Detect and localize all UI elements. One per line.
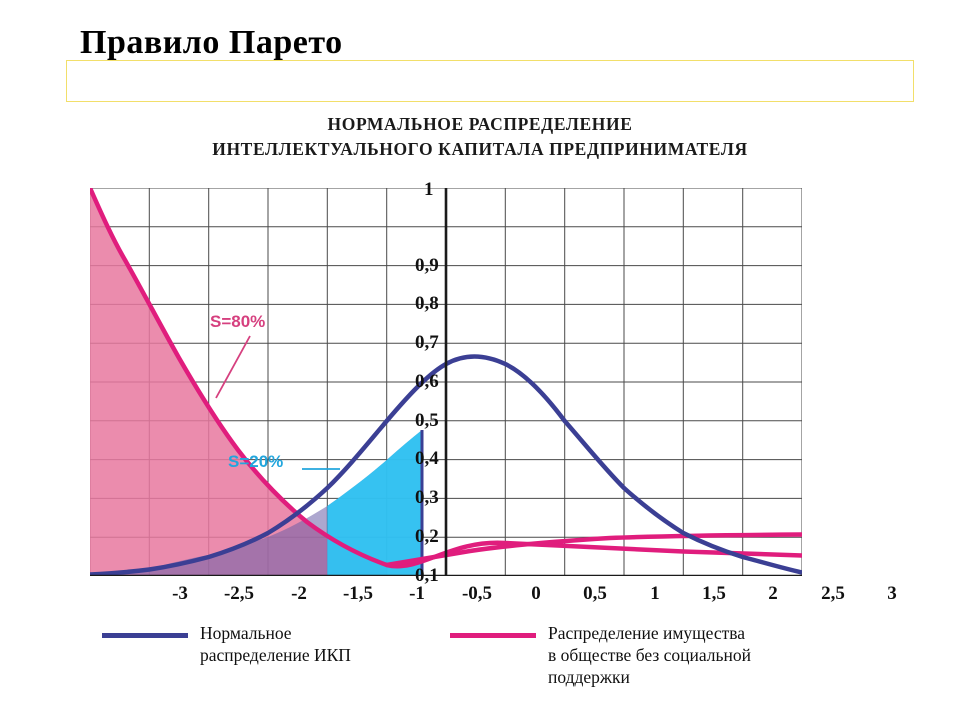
title-underline-box <box>66 60 914 102</box>
legend-label-property-line-2: в обществе без социальной <box>548 645 751 665</box>
x-tick--2-5: -2,5 <box>223 583 255 604</box>
x-tick-2: 2 <box>768 583 778 604</box>
x-tick-3: 3 <box>887 583 897 604</box>
legend-item-normal <box>102 622 351 666</box>
y-tick-0-3: 0,3 <box>415 487 439 508</box>
legend-swatch-normal <box>102 633 188 638</box>
chart-legend <box>90 622 890 702</box>
x-tick-0: 0 <box>531 583 541 604</box>
x-tick-1-5: 1,5 <box>702 583 726 604</box>
x-tick-1: 1 <box>650 583 660 604</box>
chart-svg <box>90 188 802 576</box>
chart-title-line-2: ИНТЕЛЛЕКТУАЛЬНОГО КАПИТАЛА ПРЕДПРИНИМАТЕЛЯ <box>212 139 748 159</box>
x-tick--0-5: -0,5 <box>461 583 493 604</box>
y-tick-1: 1 <box>424 179 434 200</box>
y-tick-0-6: 0,6 <box>415 371 439 392</box>
x-tick--3: -3 <box>172 583 188 604</box>
chart-title <box>0 112 960 162</box>
x-tick--1: -1 <box>409 583 425 604</box>
legend-label-property <box>548 622 751 688</box>
annotation-area-80: S=80% <box>210 312 266 331</box>
legend-label-property-line-1: Распределение имущества <box>548 623 746 643</box>
x-tick--1-5: -1,5 <box>342 583 374 604</box>
legend-label-normal <box>200 622 351 666</box>
x-tick--2: -2 <box>291 583 307 604</box>
y-tick-0-2: 0,2 <box>415 526 439 547</box>
legend-item-property <box>450 622 751 688</box>
legend-swatch-property <box>450 633 536 638</box>
y-tick-0-7: 0,7 <box>415 332 439 353</box>
chart-title-line-1: НОРМАЛЬНОЕ РАСПРЕДЕЛЕНИЕ <box>327 114 633 134</box>
legend-label-normal-line-1: Нормальное <box>200 623 292 643</box>
annotation-area-20: S=20% <box>228 452 284 471</box>
page-title: Правило Парето <box>80 24 343 61</box>
legend-label-normal-line-2: распределение ИКП <box>200 645 351 665</box>
y-tick-0-4: 0,4 <box>415 448 439 469</box>
x-tick-2-5: 2,5 <box>821 583 845 604</box>
chart-plot-area <box>90 188 802 576</box>
y-tick-0-5: 0,5 <box>415 410 439 431</box>
x-axis-tick-labels <box>90 583 897 609</box>
y-tick-0-8: 0,8 <box>415 293 439 314</box>
legend-label-property-line-3: поддержки <box>548 667 630 687</box>
x-tick-0-5: 0,5 <box>583 583 607 604</box>
y-tick-0-1: 0,1 <box>415 565 439 586</box>
y-tick-0-9: 0,9 <box>415 255 439 276</box>
